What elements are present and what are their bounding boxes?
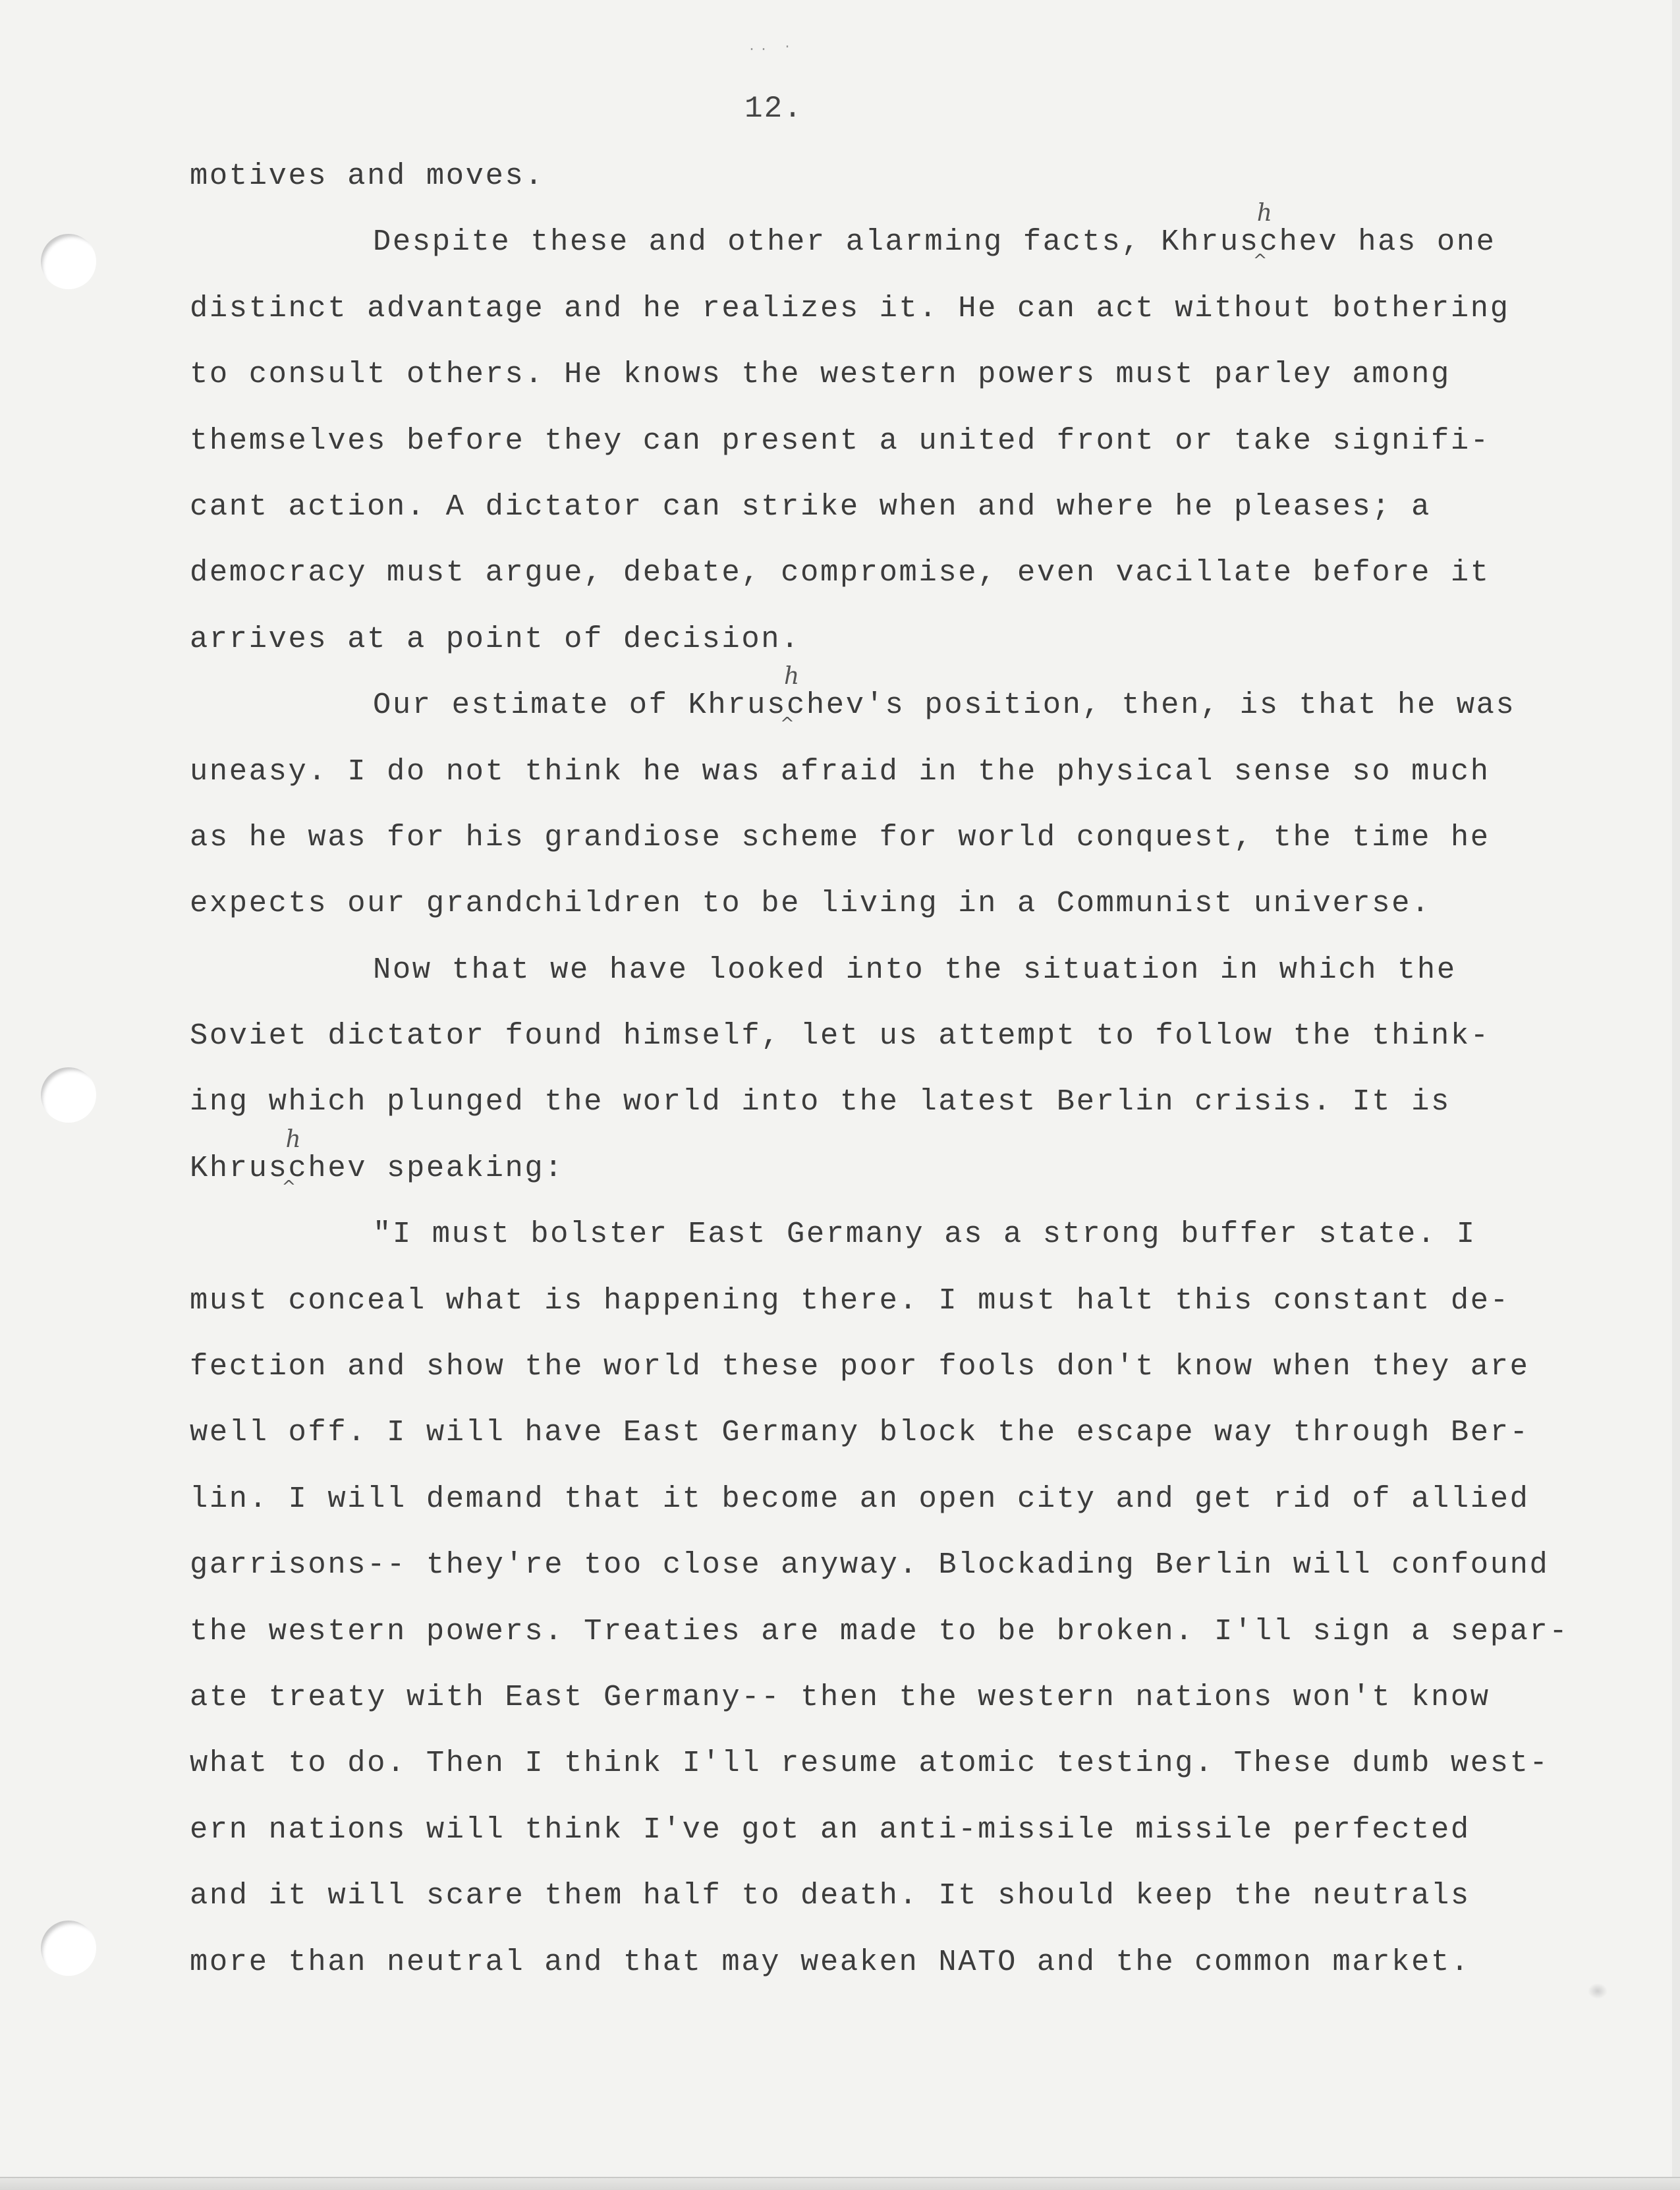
text-line: "I must bolster East Germany as a strong buffer state. I [373, 1217, 1476, 1252]
text-segment: Our estimate of Khrus [373, 688, 787, 723]
punch-hole-bottom [41, 1921, 96, 1976]
page-number: 12. [744, 92, 803, 126]
caret-insertion-icon: ^ [780, 714, 795, 735]
body-text [190, 135, 1639, 1987]
text-segment: Despite these and other alarming facts, Khrus [373, 225, 1260, 260]
punch-hole-middle [41, 1067, 96, 1123]
text-line: ern nations will think I've got an anti-missile missile perfected [190, 1812, 1470, 1847]
punch-hole-top [41, 234, 96, 289]
handwritten-h: h [784, 663, 800, 690]
text-line: well off. I will have East Germany block the escape way through Ber- [190, 1415, 1530, 1450]
text-line: fection and show the world these poor fools don't know when they are [190, 1349, 1530, 1384]
text-line: more than neutral and that may weaken NATO and the common market. [190, 1944, 1470, 1979]
text-line: motives and moves. [190, 159, 545, 193]
page-edge-right [1672, 0, 1680, 2190]
text-line: lin. I will demand that it become an open city and get rid of allied [190, 1481, 1530, 1516]
text-line: ing which plunged the world into the latest Berlin crisis. It is [190, 1084, 1451, 1119]
text-line: cant action. A dictator can strike when and where he pleases; a [190, 489, 1431, 524]
stray-marks: .. · [748, 40, 796, 55]
text-segment: Khrus [190, 1150, 289, 1185]
caret-insertion-icon: ^ [281, 1177, 296, 1197]
text-segment: chev has one [1259, 225, 1496, 260]
text-line: democracy must argue, debate, compromise, even vacillate before it [190, 555, 1490, 590]
text-line [190, 663, 1639, 735]
text-line: themselves before they can present a united front or take signifi- [190, 423, 1490, 458]
text-line: Soviet dictator found himself, let us attempt to follow the think- [190, 1019, 1490, 1053]
text-segment: chev speaking: [288, 1150, 565, 1185]
text-line: what to do. Then I think I'll resume atomic testing. These dumb west- [190, 1746, 1550, 1781]
text-line: as he was for his grandiose scheme for world conquest, the time he [190, 820, 1490, 855]
text-line: expects our grandchildren to be living in a Communist universe. [190, 886, 1431, 921]
text-line: uneasy. I do not think he was afraid in the physical sense so much [190, 754, 1490, 789]
text-line: distinct advantage and he realizes it. He can act without bothering [190, 291, 1510, 325]
text-line [190, 200, 1639, 271]
text-line: arrives at a point of decision. [190, 621, 801, 656]
handwritten-h: h [285, 1125, 301, 1153]
text-line: and it will scare them half to death. It should keep the neutrals [190, 1878, 1470, 1913]
text-line: the western powers. Treaties are made to be broken. I'll sign a separ- [190, 1614, 1569, 1648]
caret-insertion-icon: ^ [1252, 251, 1268, 271]
page-edge-bottom [0, 2177, 1680, 2190]
text-line [190, 1125, 1639, 1197]
text-segment: chev's position, then, is that he was [787, 688, 1516, 723]
text-line: ate treaty with East Germany-- then the western nations won't know [190, 1679, 1490, 1714]
handwritten-h: h [1256, 200, 1272, 227]
text-line: Now that we have looked into the situation in which the [373, 952, 1457, 987]
text-line: to consult others. He knows the western powers must parley among [190, 357, 1451, 392]
text-line: garrisons-- they're too close anyway. Blockading Berlin will confound [190, 1548, 1550, 1583]
text-line: must conceal what is happening there. I must halt this constant de- [190, 1283, 1510, 1318]
